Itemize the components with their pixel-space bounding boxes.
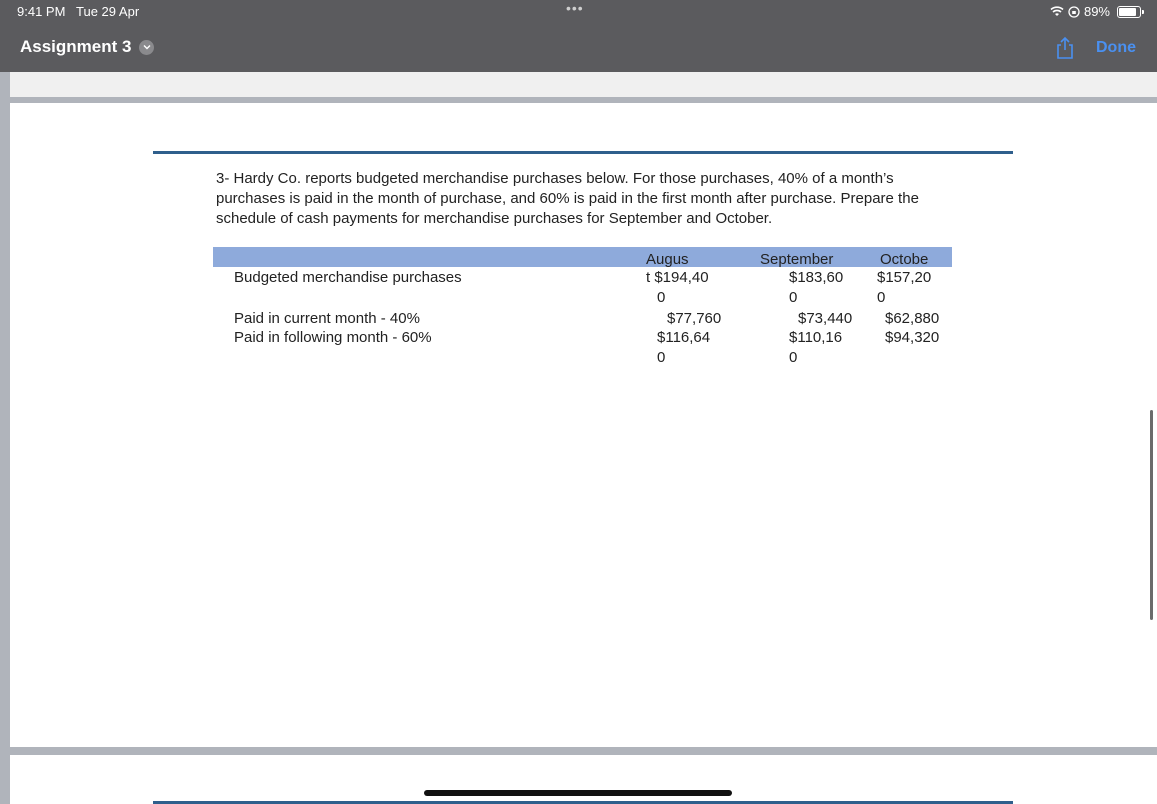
current-august: $77,760 <box>667 310 722 327</box>
wifi-icon <box>1050 6 1064 17</box>
done-button[interactable]: Done <box>1096 39 1136 56</box>
purchases-october-wrap: 0 <box>877 289 886 306</box>
battery-percent: 89% <box>1083 4 1110 19</box>
chevron-down-icon[interactable] <box>139 40 154 55</box>
header-august: Augus <box>646 251 689 268</box>
header-rule <box>153 151 1013 154</box>
following-september-wrap: 0 <box>789 349 798 366</box>
document-title-menu[interactable] <box>20 37 154 57</box>
home-indicator[interactable] <box>424 790 732 796</box>
previous-page-edge <box>10 72 1157 97</box>
current-september: $73,440 <box>798 310 853 327</box>
status-indicators <box>1050 4 1141 19</box>
status-date: Tue 29 Apr <box>76 4 140 19</box>
next-page <box>10 755 1157 804</box>
following-august: $116,64 <box>657 329 711 346</box>
problem-text: 3- Hardy Co. reports budgeted merchandise purchases below. For those purchases, 40% of a month’s purchases is paid in the month of purchase, and 60% is paid in the first month after purchase. Prepare the schedule of cash payments for merchandise purchases for September and October. <box>216 170 919 227</box>
table-header-bar <box>213 247 952 267</box>
status-time <box>17 4 139 19</box>
share-icon[interactable] <box>1055 36 1075 60</box>
purchases-october: $157,20 <box>877 269 932 286</box>
following-october: $94,320 <box>885 329 940 346</box>
purchases-september: $183,60 <box>789 269 844 286</box>
status-time-text: 9:41 PM <box>17 4 66 19</box>
following-september: $110,16 <box>789 329 843 346</box>
multitasking-dots-icon[interactable]: ••• <box>566 0 584 16</box>
row-label-purchases: Budgeted merchandise purchases <box>234 269 462 286</box>
row-label-following: Paid in following month - 60% <box>234 329 432 346</box>
purchases-august-wrap: 0 <box>657 289 666 306</box>
top-bar <box>0 0 1157 72</box>
purchases-september-wrap: 0 <box>789 289 798 306</box>
following-august-wrap: 0 <box>657 349 666 366</box>
header-september: September <box>760 251 834 268</box>
battery-icon <box>1117 6 1141 18</box>
scrollbar[interactable] <box>1150 410 1153 620</box>
row-label-current: Paid in current month - 40% <box>234 310 420 327</box>
current-october: $62,880 <box>885 310 940 327</box>
purchases-august: t $194,40 <box>646 269 709 286</box>
document-title: Assignment 3 <box>20 37 132 56</box>
header-october: Octobe <box>880 251 929 268</box>
orientation-lock-icon <box>1068 6 1080 18</box>
